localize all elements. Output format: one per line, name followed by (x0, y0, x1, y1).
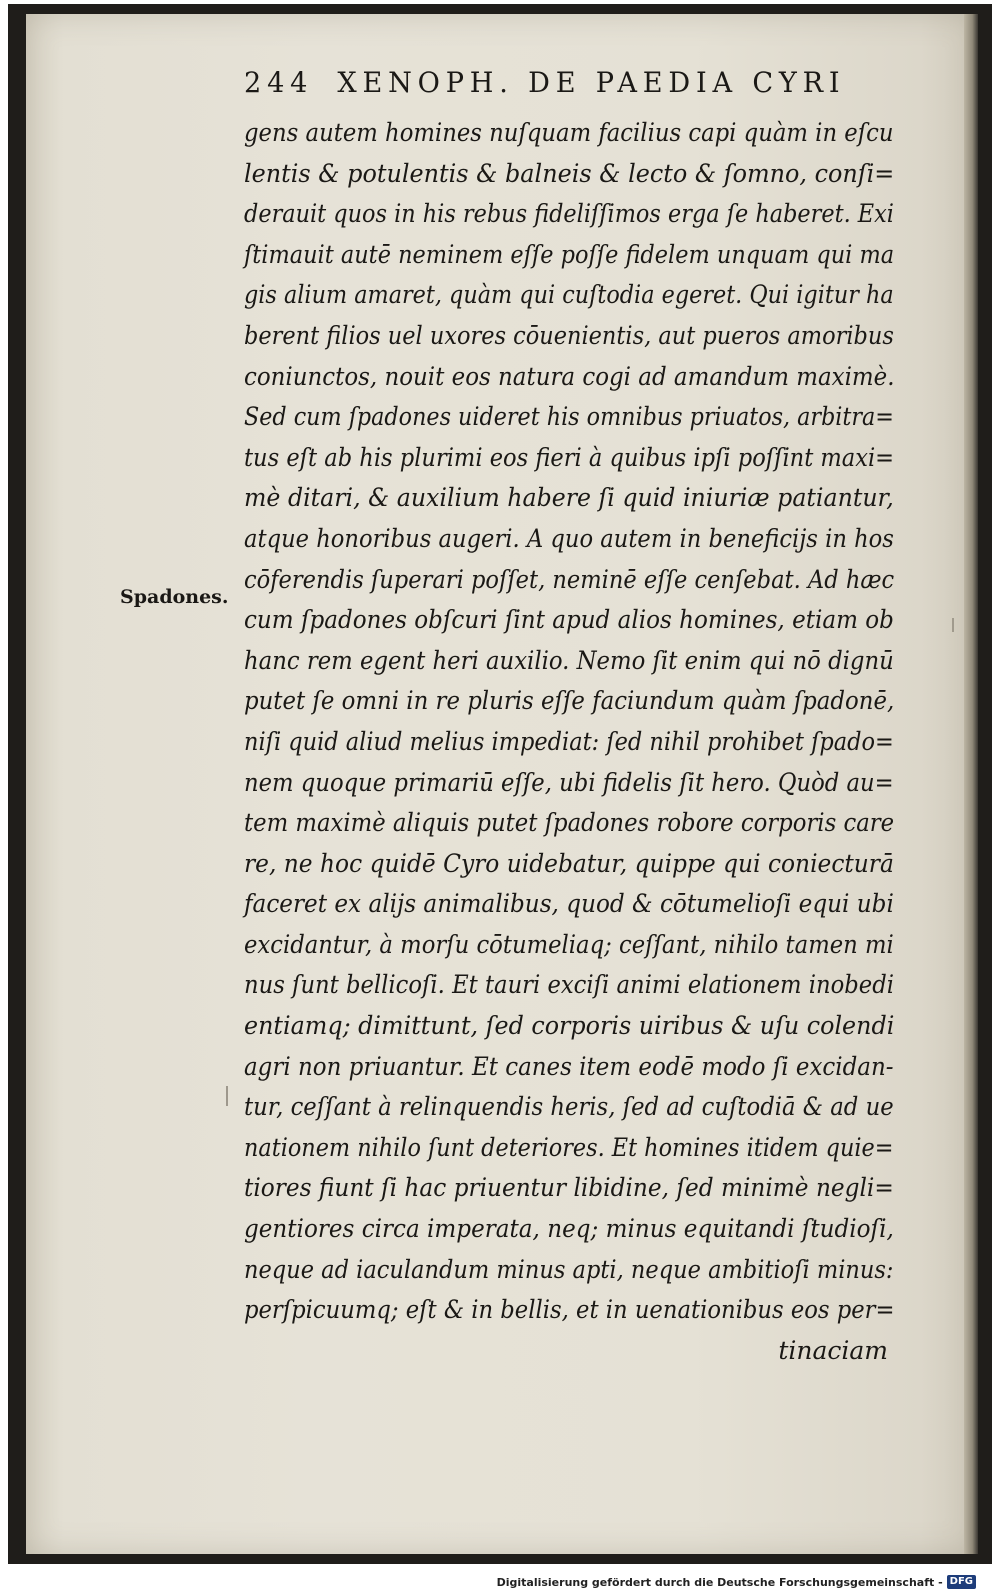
text-line: lentis & potulentis & balneis & lecto & ſomno, conſi= (244, 158, 895, 188)
text-line: mè ditari, & auxilium habere ſi quid iniuriæ patiantur, (244, 483, 894, 513)
text-line: ſtimauit autē neminem eſſe poſſe fidelem unquam qui ma (244, 239, 895, 269)
text-line: gis alium amaret, quàm qui cuſtodia egeret. Qui igitur ha (244, 280, 894, 310)
text-line: cum ſpadones obſcuri ſint apud alios homines, etiam ob (244, 605, 894, 635)
text-line: nus ſunt bellicoſi. Et tauri exciſi animi elationem inobedi (244, 970, 894, 1000)
text-line: faceret ex alijs animalibus, quod & cōtumelioſi equi ubi (244, 889, 894, 919)
text-line: derauit quos in his rebus fideliſſimos erga ſe haberet. Exi (244, 199, 894, 229)
dfg-logo: DFG (947, 1575, 976, 1589)
text-line: coniunctos, nouit eos natura cogi ad amandum maximè. (244, 361, 895, 391)
text-line: gens autem homines nuſquam facilius capi quàm in eſcu (244, 118, 894, 147)
text-line: putet ſe omni in re pluris eſſe faciundum quàm ſpadonē, (244, 686, 895, 716)
text-line: tus eſt ab his plurimi eos fieri à quibus ipſi poſſint maxi= (244, 442, 895, 472)
text-line: atque honoribus augeri. A quo autem in beneficijs in hos (244, 523, 894, 553)
text-line: tur, ceſſant à relinquendis heris, ſed ad cuſtodiā & ad ue (244, 1092, 894, 1122)
text-line: Sed cum ſpadones uideret his omnibus priuatos, arbitra= (244, 402, 894, 432)
text-line: re, ne hoc quidē Cyro uidebatur, quippe qui coniecturā (244, 848, 894, 878)
text-line: agri non priuantur. Et canes item eodē modo ſi excidan- (244, 1051, 894, 1081)
text-line: neque ad iaculandum minus apti, neque ambitioſi minus: (244, 1254, 894, 1284)
text-line: nem quoque primariū eſſe, ubi fidelis ſit hero. Quòd au= (244, 767, 894, 797)
stray-ink-mark (226, 1086, 228, 1106)
text-line: tem maximè aliquis putet ſpadones robore corporis care (244, 808, 895, 838)
running-title: XENOPH. DE PAEDIA CYRI (337, 66, 846, 99)
text-line: cōferendis ſuperari poſſet, neminē eſſe cenſebat. Ad hæc (244, 564, 895, 594)
text-line: excidantur, à morſu cōtumeliaq; ceſſant, nihilo tamen mi (244, 929, 894, 959)
text-line: nationem nihilo ſunt deteriores. Et homines itidem quie= (244, 1132, 894, 1162)
credit-text: Digitalisierung gefördert durch die Deutsche Forschungsgemeinschaft - (496, 1575, 943, 1589)
marginal-note: Spadones. (120, 586, 229, 608)
text-line: hanc rem egent heri auxilio. Nemo ſit enim qui nō dignū (244, 645, 894, 675)
text-line: niſi quid aliud melius impediat: ſed nihil prohibet ſpado= (244, 726, 894, 756)
text-line: perſpicuumq; eſt & in bellis, et in uenationibus eos per= (244, 1295, 895, 1325)
body-text (244, 113, 904, 1371)
text-line: berent filios uel uxores cōuenientis, aut pueros amoribus (244, 320, 894, 350)
stray-ink-mark (952, 618, 954, 632)
text-line: tiores fiunt ſi hac priuentur libidine, ſed minimè negli= (244, 1173, 894, 1203)
running-head (244, 66, 864, 99)
page-edge (964, 14, 978, 1554)
digitization-credit (497, 1575, 976, 1589)
text-line: gentiores circa imperata, neq; minus equitandi ſtudioſi, (244, 1214, 894, 1244)
text-line: entiamq; dimittunt, ſed corporis uiribus & uſu colendi (244, 1011, 895, 1041)
text-line: tinaciam (778, 1335, 888, 1365)
page-number: 244 (244, 66, 314, 99)
